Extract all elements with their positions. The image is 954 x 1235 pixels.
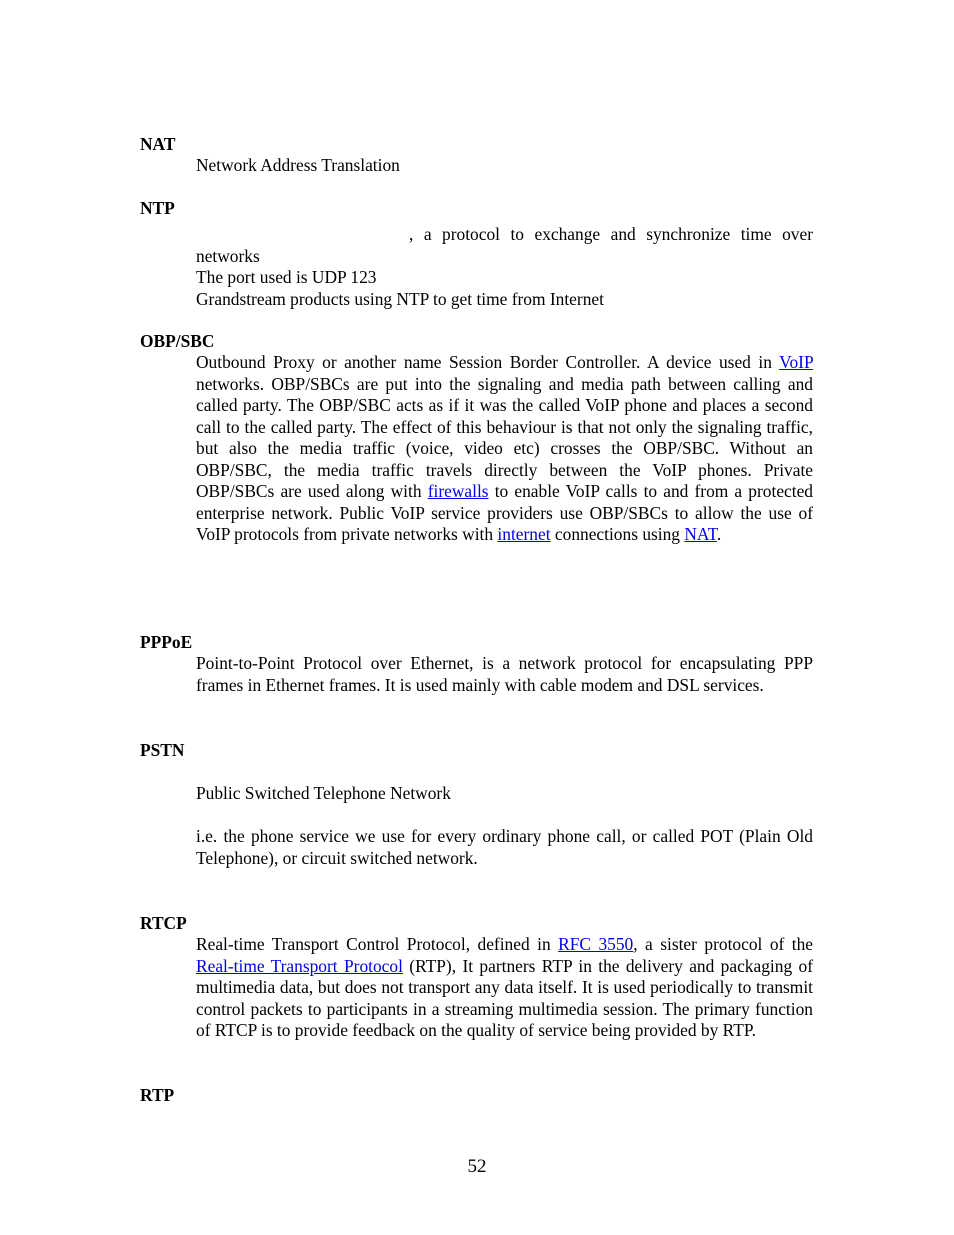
definition-obp-sbc xyxy=(196,352,813,546)
rtcp-text-3: (RTP), It partners RTP in the delivery and packaging of multimedia data, but does not transport any data itself. It is used periodically to transmit control packets to participants in a streaming multimedia session. The primary function of RTCP is to provide feedback on the quality of service being provided by RTP. xyxy=(196,955,813,1040)
term-ntp: NTP xyxy=(140,198,175,218)
term-rtp: RTP xyxy=(140,1085,175,1105)
link-rfc-3550[interactable]: RFC 3550 xyxy=(558,934,634,954)
ntp-line-4: Grandstream products using NTP to get time from Internet xyxy=(196,288,604,309)
obp-text-4: connections using xyxy=(554,524,681,544)
term-nat: NAT xyxy=(140,134,176,154)
obp-text-3: to enable VoIP calls to and from a protected enterprise network. Public VoIP service providers use OBP/SBCs to allow the use of VoIP protocols from private networks with xyxy=(196,481,813,544)
term-obp-sbc: OBP/SBC xyxy=(140,331,215,351)
rtcp-text-1: Real-time Transport Control Protocol, defined in xyxy=(196,934,551,954)
obp-text-1: Outbound Proxy or another name Session Border Controller. A device used in xyxy=(196,352,772,372)
term-rtcp: RTCP xyxy=(140,913,187,933)
definition-pstn-expansion: Public Switched Telephone Network xyxy=(196,783,451,803)
obp-text-2: networks. OBP/SBCs are put into the signaling and media path between calling and called party. The OBP/SBC acts as if it was the called VoIP phone and places a second call to the called party. The effect of this behaviour is that not only the signaling traffic, but also the media traffic (voice, video etc) crosses the OBP/SBC. Without an OBP/SBC, the media traffic travels directly between the VoIP phones. Private OBP/SBCs are used along with xyxy=(196,373,813,501)
ntp-line-2: networks xyxy=(196,245,260,266)
link-voip[interactable]: VoIP xyxy=(779,352,813,372)
definition-rtcp xyxy=(196,934,813,1042)
definition-nat: Network Address Translation xyxy=(196,155,400,175)
ntp-line-3: The port used is UDP 123 xyxy=(196,267,377,287)
ntp-line-1: , a protocol to exchange and synchronize time over xyxy=(409,224,813,244)
link-internet[interactable]: internet xyxy=(497,524,551,544)
page-number: 52 xyxy=(467,1156,487,1177)
link-real-time-transport-protocol[interactable]: Real-time Transport Protocol xyxy=(196,955,403,976)
term-pstn: PSTN xyxy=(140,740,185,760)
term-pppoe: PPPoE xyxy=(140,632,193,652)
definition-pstn-description: i.e. the phone service we use for every ordinary phone call, or called POT (Plain Old Telephone), or circuit switched network. xyxy=(196,826,813,868)
definition-pppoe: Point-to-Point Protocol over Ethernet, is a network protocol for encapsulating PPP frames in Ethernet frames. It is used mainly with cable modem and DSL services. xyxy=(196,653,813,695)
link-nat[interactable]: NAT xyxy=(684,524,717,544)
link-firewalls[interactable]: firewalls xyxy=(427,481,489,501)
rtcp-text-2: , a sister protocol of the xyxy=(633,934,814,954)
definition-ntp xyxy=(196,224,813,310)
obp-text-5: . xyxy=(716,524,722,544)
